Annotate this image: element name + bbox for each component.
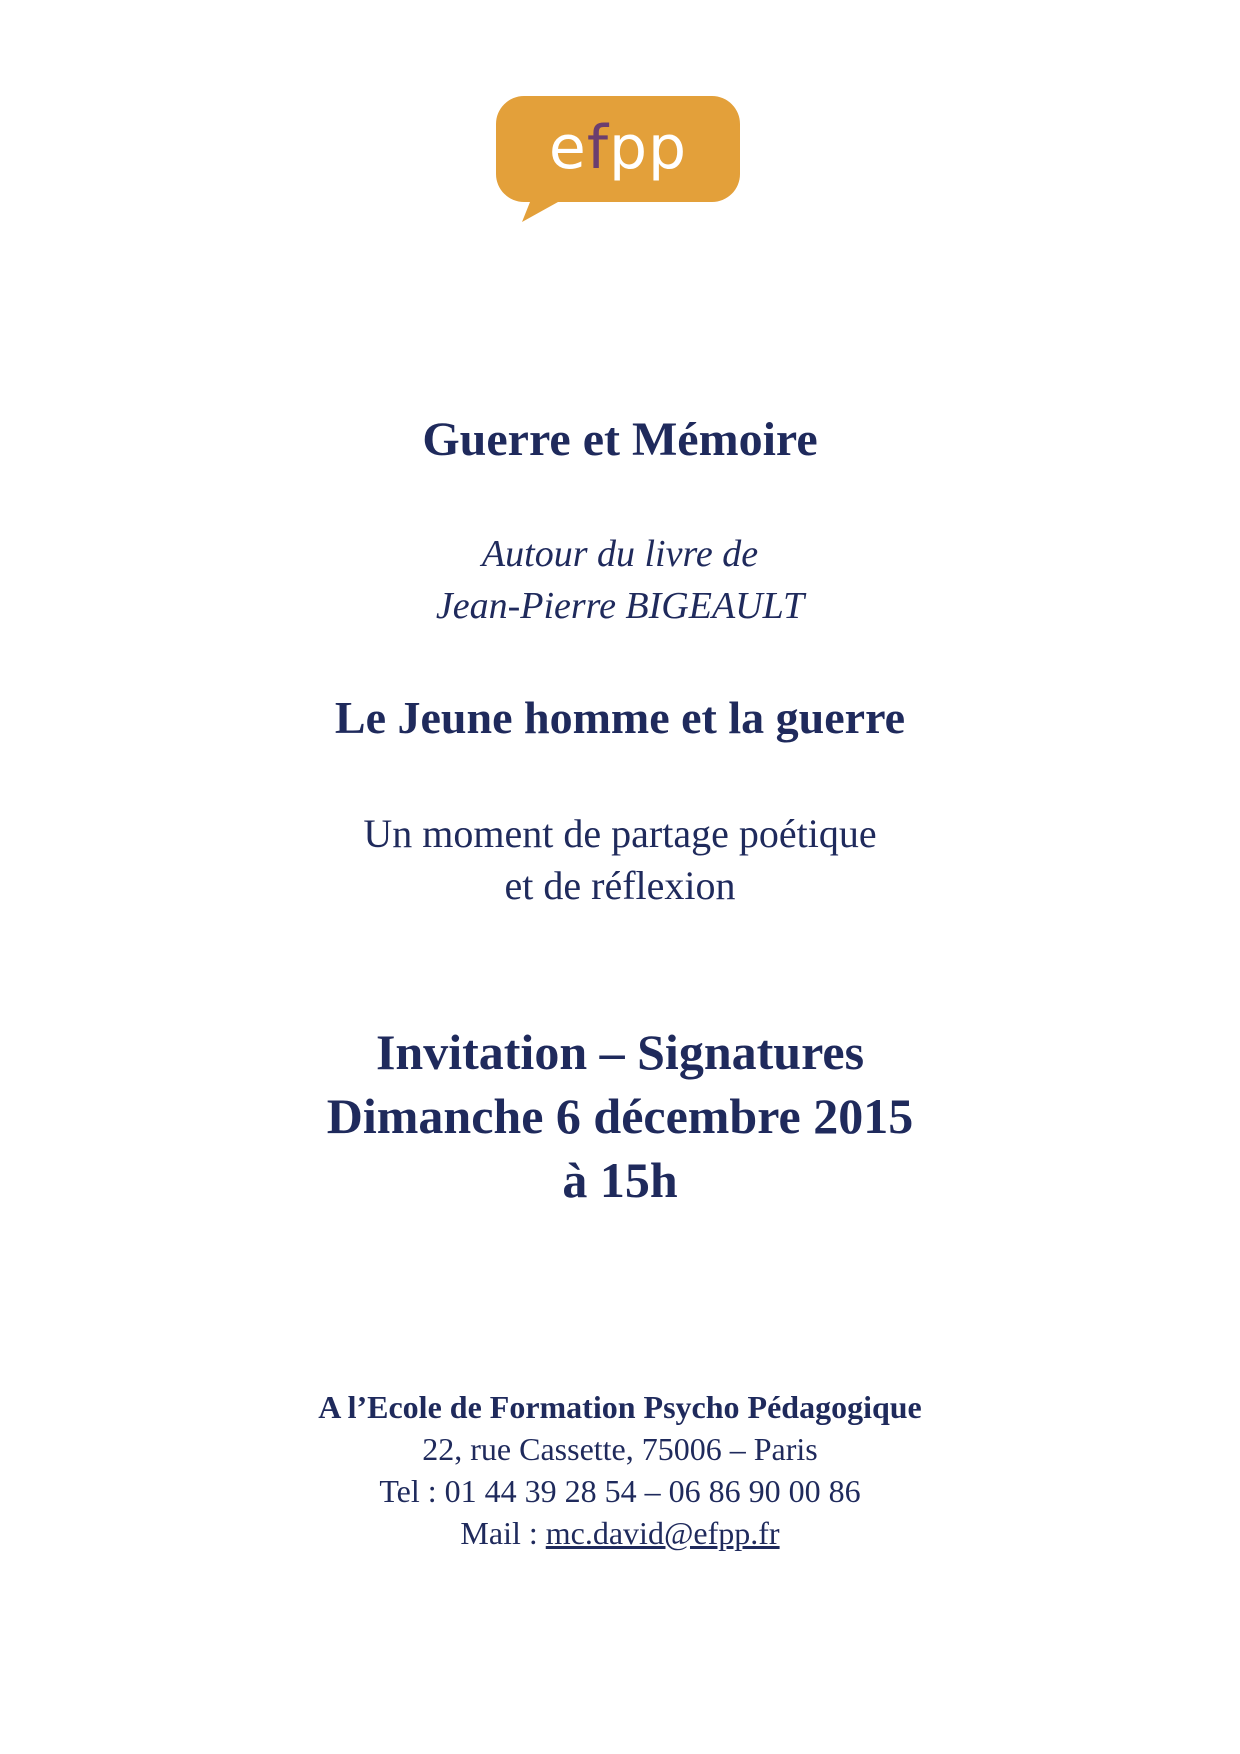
tagline-line-2: et de réflexion (504, 863, 736, 908)
logo-letter-f: f (586, 113, 609, 183)
efpp-logo (496, 96, 746, 241)
event-time: à 15h (562, 1152, 678, 1208)
book-title: Le Jeune homme et la guerre (334, 692, 906, 743)
page-title: Guerre et Mémoire (422, 413, 818, 466)
event-line-1: Invitation – Signatures (375, 1024, 865, 1080)
event-details (0, 1020, 1240, 1212)
logo-letters-pp: pp (608, 113, 688, 183)
phone-numbers: Tel : 01 44 39 28 54 – 06 86 90 00 86 (379, 1473, 861, 1509)
logo-letter-e: e (548, 113, 587, 183)
subtitle-line-2: Jean-Pierre BIGEAULT (435, 585, 805, 627)
street-address: 22, rue Cassette, 75006 – Paris (422, 1431, 818, 1467)
book-author-intro (0, 528, 1240, 632)
address-block (0, 1386, 1240, 1554)
logo-wordmark (496, 108, 740, 188)
mail-line (0, 1512, 1240, 1554)
subtitle-line-1: Autour du livre de (481, 533, 759, 575)
mail-label: Mail : (460, 1515, 546, 1551)
tagline (0, 808, 1240, 912)
venue-name: A l’Ecole de Formation Psycho Pédagogique (318, 1389, 922, 1425)
email-link[interactable]: mc.david@efpp.fr (545, 1515, 780, 1551)
event-date: Dimanche 6 décembre 2015 (326, 1088, 914, 1144)
tagline-line-1: Un moment de partage poétique (363, 811, 877, 856)
